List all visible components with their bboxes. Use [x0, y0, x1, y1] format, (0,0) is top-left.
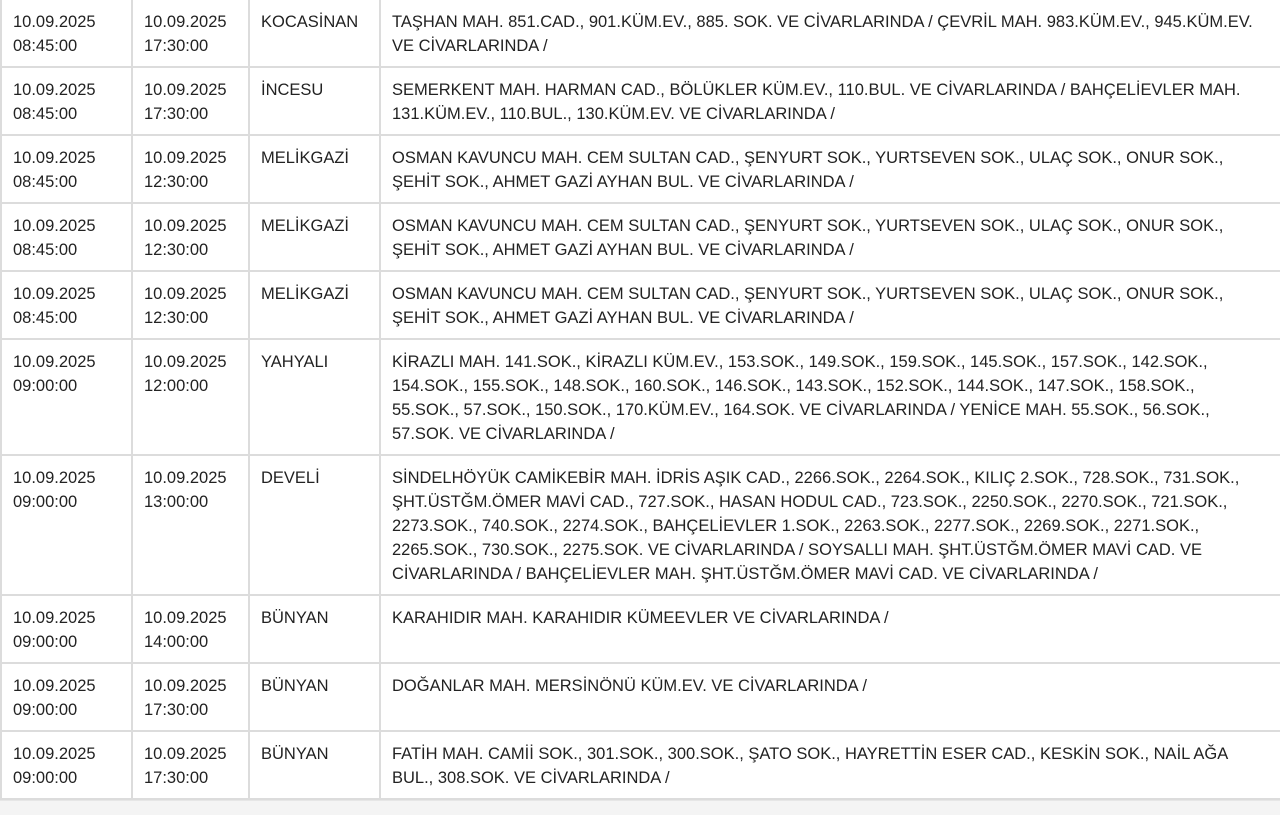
start-time: 09:00:00 — [13, 377, 78, 395]
start-cell — [1, 67, 132, 135]
district-cell: DEVELİ — [249, 455, 380, 595]
end-time: 13:00:00 — [144, 493, 209, 511]
end-cell — [132, 663, 249, 731]
start-date: 10.09.2025 — [13, 677, 96, 695]
start-time: 08:45:00 — [13, 173, 78, 191]
end-date: 10.09.2025 — [144, 285, 227, 303]
description-cell: OSMAN KAVUNCU MAH. CEM SULTAN CAD., ŞENYURT SOK., YURTSEVEN SOK., ULAÇ SOK., ONUR SOK., ŞEHİT SOK., AHMET GAZİ AYHAN BUL. VE CİVARLARINDA / — [380, 203, 1280, 271]
end-date: 10.09.2025 — [144, 217, 227, 235]
table-row — [1, 339, 1280, 455]
start-time: 09:00:00 — [13, 769, 78, 787]
end-time: 12:30:00 — [144, 173, 209, 191]
start-date: 10.09.2025 — [13, 217, 96, 235]
start-time: 09:00:00 — [13, 493, 78, 511]
district-cell: İNCESU — [249, 67, 380, 135]
end-cell — [132, 0, 249, 67]
end-time: 12:30:00 — [144, 309, 209, 327]
district-cell: MELİKGAZİ — [249, 135, 380, 203]
end-date: 10.09.2025 — [144, 13, 227, 31]
table-row — [1, 731, 1280, 799]
end-date: 10.09.2025 — [144, 149, 227, 167]
end-cell — [132, 67, 249, 135]
end-date: 10.09.2025 — [144, 609, 227, 627]
table-row — [1, 663, 1280, 731]
district-cell: BÜNYAN — [249, 731, 380, 799]
table-row — [1, 67, 1280, 135]
start-date: 10.09.2025 — [13, 745, 96, 763]
start-time: 09:00:00 — [13, 701, 78, 719]
district-cell: MELİKGAZİ — [249, 203, 380, 271]
table-row — [1, 271, 1280, 339]
end-date: 10.09.2025 — [144, 745, 227, 763]
description-cell: SEMERKENT MAH. HARMAN CAD., BÖLÜKLER KÜM.EV., 110.BUL. VE CİVARLARINDA / BAHÇELİEVLER MAH. 131.KÜM.EV., 110.BUL., 130.KÜM.EV. VE CİVARLARINDA / — [380, 67, 1280, 135]
end-cell — [132, 135, 249, 203]
start-cell — [1, 663, 132, 731]
end-cell — [132, 203, 249, 271]
start-time: 09:00:00 — [13, 633, 78, 651]
start-date: 10.09.2025 — [13, 469, 96, 487]
end-time: 17:30:00 — [144, 37, 209, 55]
district-cell: BÜNYAN — [249, 595, 380, 663]
start-cell — [1, 203, 132, 271]
start-cell — [1, 339, 132, 455]
end-time: 12:30:00 — [144, 241, 209, 259]
end-time: 17:30:00 — [144, 105, 209, 123]
end-time: 12:00:00 — [144, 377, 209, 395]
start-time: 08:45:00 — [13, 105, 78, 123]
end-date: 10.09.2025 — [144, 677, 227, 695]
start-cell — [1, 455, 132, 595]
start-time: 08:45:00 — [13, 37, 78, 55]
start-date: 10.09.2025 — [13, 609, 96, 627]
end-date: 10.09.2025 — [144, 81, 227, 99]
start-cell — [1, 731, 132, 799]
district-cell: KOCASİNAN — [249, 0, 380, 67]
start-cell — [1, 271, 132, 339]
description-cell: OSMAN KAVUNCU MAH. CEM SULTAN CAD., ŞENYURT SOK., YURTSEVEN SOK., ULAÇ SOK., ONUR SOK., ŞEHİT SOK., AHMET GAZİ AYHAN BUL. VE CİVARLARINDA / — [380, 271, 1280, 339]
description-cell: OSMAN KAVUNCU MAH. CEM SULTAN CAD., ŞENYURT SOK., YURTSEVEN SOK., ULAÇ SOK., ONUR SOK., ŞEHİT SOK., AHMET GAZİ AYHAN BUL. VE CİVARLARINDA / — [380, 135, 1280, 203]
description-cell: DOĞANLAR MAH. MERSİNÖNÜ KÜM.EV. VE CİVARLARINDA / — [380, 663, 1280, 731]
start-cell — [1, 0, 132, 67]
start-date: 10.09.2025 — [13, 81, 96, 99]
table-row — [1, 203, 1280, 271]
end-cell — [132, 595, 249, 663]
start-cell — [1, 135, 132, 203]
start-date: 10.09.2025 — [13, 285, 96, 303]
district-cell: BÜNYAN — [249, 663, 380, 731]
end-cell — [132, 731, 249, 799]
start-date: 10.09.2025 — [13, 149, 96, 167]
end-cell — [132, 339, 249, 455]
start-cell — [1, 595, 132, 663]
description-cell: SİNDELHÖYÜK CAMİKEBİR MAH. İDRİS AŞIK CAD., 2266.SOK., 2264.SOK., KILIÇ 2.SOK., 728.SOK., 731.SOK., ŞHT.ÜSTĞM.ÖMER MAVİ CAD., 727.SOK., HASAN HODUL CAD., 723.SOK., 2250.SOK., 2270.SOK., 721.SOK., 2273.SOK., 740.SOK., 2274.SOK., BAHÇELİEVLER 1.SOK., 2263.SOK., 2277.SOK., 2269.SOK., 2271.SOK., 2265.SOK., 730.SOK., 2275.SOK. VE CİVARLARINDA / SOYSALLI MAH. ŞHT.ÜSTĞM.ÖMER MAVİ CAD. VE CİVARLARINDA / BAHÇELİEVLER MAH. ŞHT.ÜSTĞM.ÖMER MAVİ CAD. VE CİVARLARINDA / — [380, 455, 1280, 595]
end-cell — [132, 271, 249, 339]
end-cell — [132, 455, 249, 595]
table-row — [1, 0, 1280, 67]
table-row — [1, 595, 1280, 663]
end-time: 14:00:00 — [144, 633, 209, 651]
district-cell: YAHYALI — [249, 339, 380, 455]
start-date: 10.09.2025 — [13, 353, 96, 371]
description-cell: KARAHIDIR MAH. KARAHIDIR KÜMEEVLER VE CİVARLARINDA / — [380, 595, 1280, 663]
start-time: 08:45:00 — [13, 309, 78, 327]
table-row — [1, 135, 1280, 203]
description-cell: FATİH MAH. CAMİİ SOK., 301.SOK., 300.SOK., ŞATO SOK., HAYRETTİN ESER CAD., KESKİN SOK., NAİL AĞA BUL., 308.SOK. VE CİVARLARINDA / — [380, 731, 1280, 799]
district-cell: MELİKGAZİ — [249, 271, 380, 339]
end-time: 17:30:00 — [144, 701, 209, 719]
end-time: 17:30:00 — [144, 769, 209, 787]
end-date: 10.09.2025 — [144, 353, 227, 371]
description-cell: TAŞHAN MAH. 851.CAD., 901.KÜM.EV., 885. SOK. VE CİVARLARINDA / ÇEVRİL MAH. 983.KÜM.EV., 945.KÜM.EV. VE CİVARLARINDA / — [380, 0, 1280, 67]
end-date: 10.09.2025 — [144, 469, 227, 487]
table-row — [1, 455, 1280, 595]
page-bottom-strip — [0, 800, 1280, 815]
start-time: 08:45:00 — [13, 241, 78, 259]
description-cell: KİRAZLI MAH. 141.SOK., KİRAZLI KÜM.EV., 153.SOK., 149.SOK., 159.SOK., 145.SOK., 157.SOK., 142.SOK., 154.SOK., 155.SOK., 148.SOK., 160.SOK., 146.SOK., 143.SOK., 152.SOK., 144.SOK., 147.SOK., 158.SOK., 55.SOK., 57.SOK., 150.SOK., 170.KÜM.EV., 164.SOK. VE CİVARLARINDA / YENİCE MAH. 55.SOK., 56.SOK., 57.SOK. VE CİVARLARINDA / — [380, 339, 1280, 455]
start-date: 10.09.2025 — [13, 13, 96, 31]
